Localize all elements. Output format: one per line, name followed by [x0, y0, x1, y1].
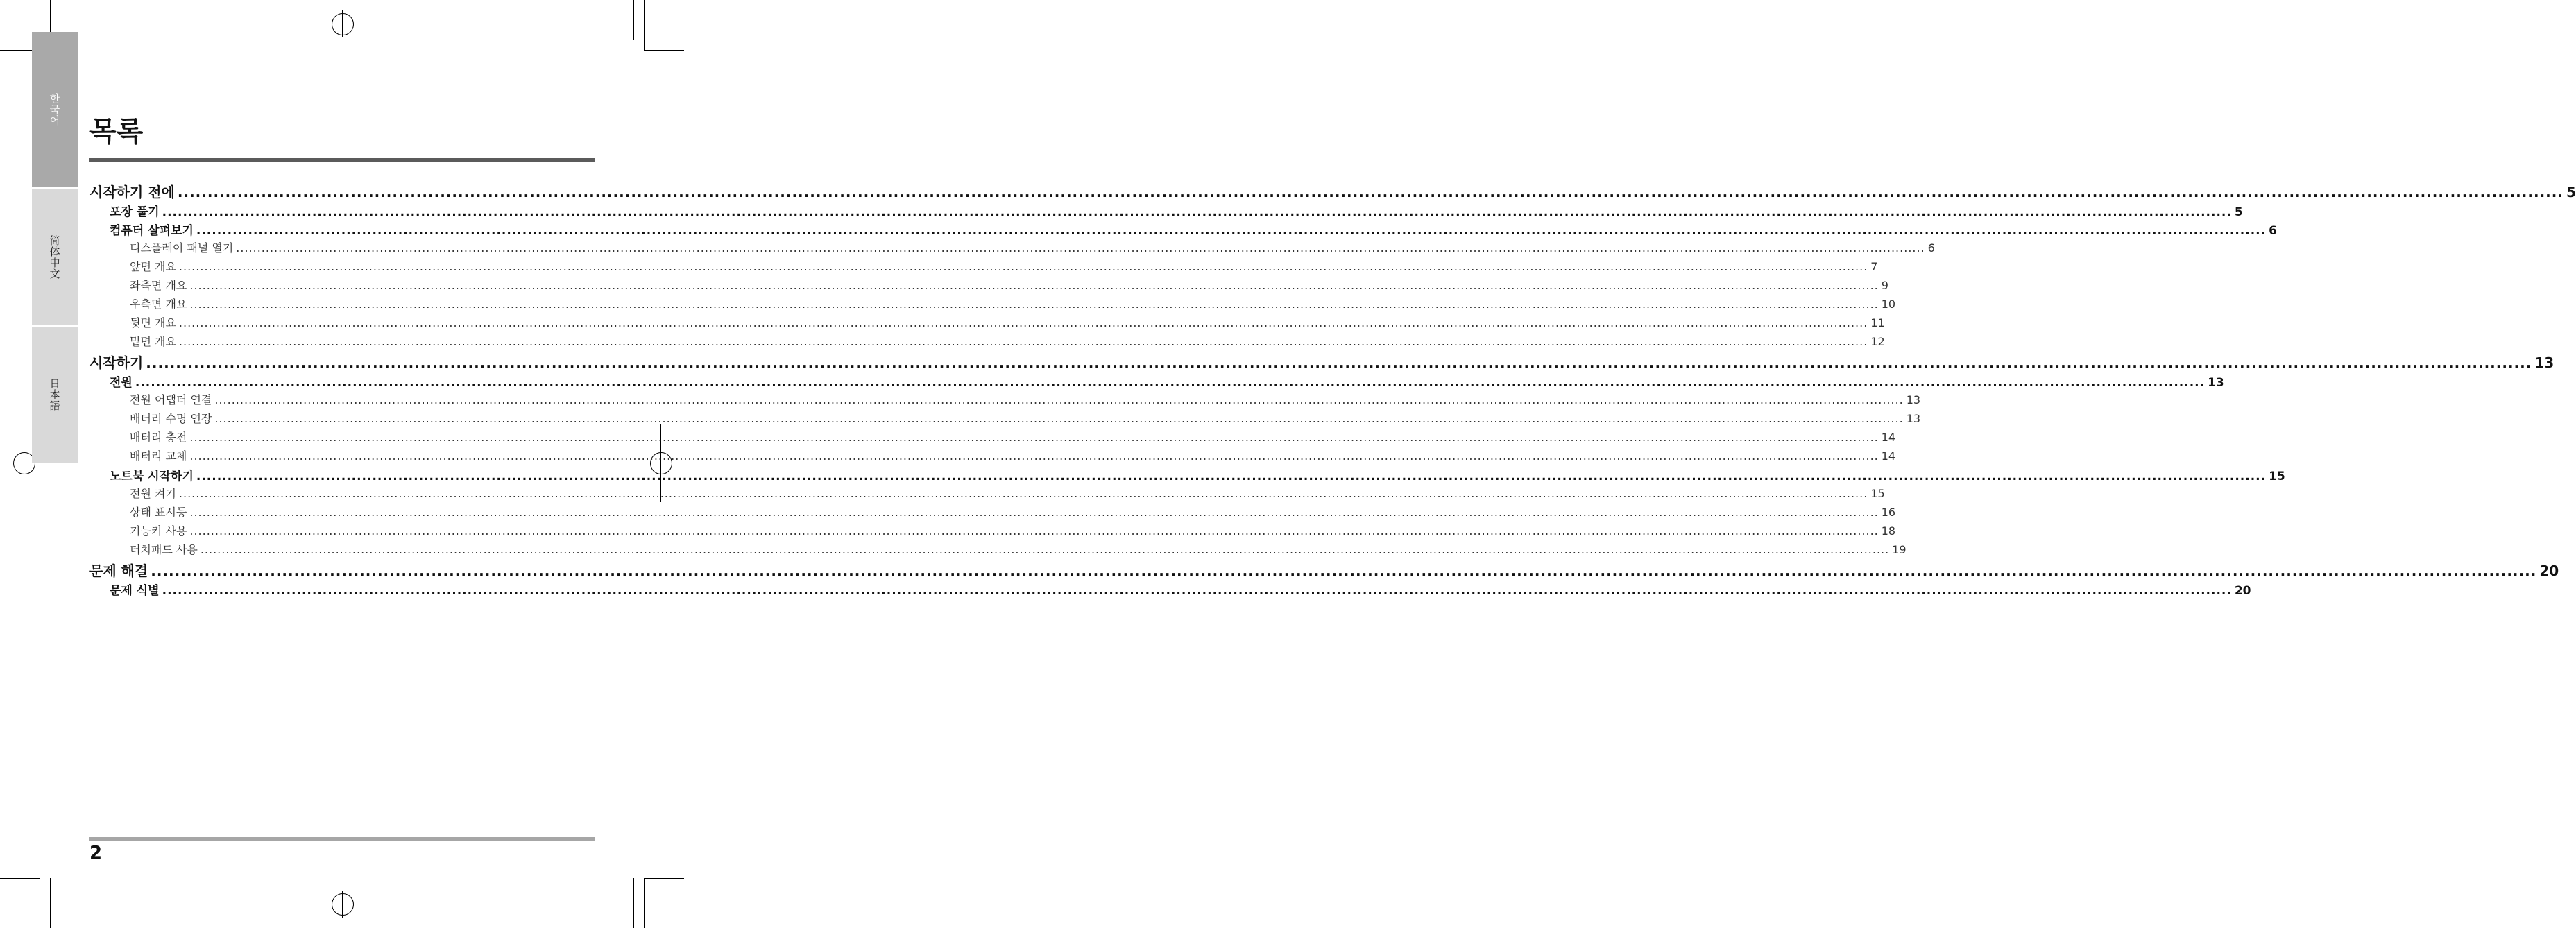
toc-leader-dots: ................................................................................................................................................................................................................................................................................................................................................................................................................	[196, 224, 2267, 238]
toc-entry-label: 상태 표시등	[130, 506, 187, 519]
toc-leader-dots: ................................................................................................................................................................................................................................................................................................................................................................................................................	[214, 412, 1904, 425]
toc-leader-dots: ................................................................................................................................................................................................................................................................................................................................................................................................................	[162, 584, 2232, 598]
tab-korean-label: 한국어	[48, 93, 61, 126]
toc-entry-label: 포장 풀기	[110, 205, 160, 219]
toc-leader-dots: ................................................................................................................................................................................................................................................................................................................................................................................................................	[214, 393, 1904, 406]
toc-entry[interactable]	[89, 352, 2554, 372]
tab-japanese-label: 日本語	[48, 378, 61, 411]
toc-leader-dots: ................................................................................................................................................................................................................................................................................................................................................................................................................	[178, 316, 1868, 329]
toc-entry-page: 5	[2566, 184, 2576, 200]
toc-entry[interactable]	[89, 333, 1885, 352]
toc-entry-page: 6	[2269, 224, 2277, 238]
toc-leader-dots: ................................................................................................................................................................................................................................................................................................................................................................................................................	[178, 487, 1868, 500]
table-of-contents	[89, 181, 2576, 599]
toc-leader-dots: ................................................................................................................................................................................................................................................................................................................................................................................................................	[151, 562, 2537, 579]
toc-entry[interactable]	[89, 314, 1885, 333]
toc-entry[interactable]	[89, 485, 1885, 504]
toc-entry-page: 14	[1881, 431, 1896, 444]
tab-simplified-chinese-label: 简体中文	[48, 234, 61, 280]
toc-entry-page: 9	[1881, 279, 1888, 292]
toc-entry-label: 뒷면 개요	[130, 316, 176, 329]
footer-divider	[89, 837, 595, 841]
toc-entry-page: 15	[1870, 487, 1885, 500]
toc-entry-page: 13	[1906, 412, 1921, 425]
toc-leader-dots: ................................................................................................................................................................................................................................................................................................................................................................................................................	[189, 298, 1879, 311]
toc-entry[interactable]	[89, 429, 1896, 447]
toc-entry[interactable]	[89, 466, 2285, 485]
toc-entry-page: 19	[1892, 543, 1907, 556]
toc-entry[interactable]	[89, 181, 2576, 202]
toc-leader-dots: ................................................................................................................................................................................................................................................................................................................................................................................................................	[189, 524, 1879, 538]
toc-entry[interactable]	[89, 581, 2251, 599]
toc-entry-page: 13	[2534, 354, 2554, 371]
toc-leader-dots: ................................................................................................................................................................................................................................................................................................................................................................................................................	[135, 376, 2206, 390]
tab-simplified-chinese[interactable]	[32, 189, 78, 325]
toc-entry[interactable]	[89, 391, 1921, 410]
toc-leader-dots: ................................................................................................................................................................................................................................................................................................................................................................................................................	[189, 506, 1879, 519]
toc-entry[interactable]	[89, 541, 1907, 560]
toc-entry-label: 문제 식별	[110, 584, 160, 598]
toc-entry-label: 시작하기	[89, 354, 144, 371]
toc-entry-page: 11	[1870, 316, 1885, 329]
page-title: 목록	[89, 116, 144, 148]
toc-entry-page: 10	[1881, 298, 1896, 311]
toc-leader-dots: ................................................................................................................................................................................................................................................................................................................................................................................................................	[162, 205, 2232, 219]
toc-entry-page: 13	[1906, 393, 1921, 406]
toc-entry[interactable]	[89, 560, 2559, 581]
toc-entry-page: 15	[2269, 470, 2285, 483]
toc-entry-label: 배터리 충전	[130, 431, 187, 444]
toc-leader-dots: ................................................................................................................................................................................................................................................................................................................................................................................................................	[146, 354, 2532, 371]
toc-leader-dots: ................................................................................................................................................................................................................................................................................................................................................................................................................	[200, 543, 1890, 556]
toc-entry-page: 12	[1870, 335, 1885, 348]
tab-korean[interactable]	[32, 32, 78, 187]
toc-entry-label: 컴퓨터 살펴보기	[110, 224, 194, 238]
toc-entry[interactable]	[89, 522, 1896, 541]
toc-entry-label: 배터리 수명 연장	[130, 412, 212, 425]
toc-leader-dots: ................................................................................................................................................................................................................................................................................................................................................................................................................	[236, 241, 1925, 255]
toc-entry-label: 문제 해결	[89, 562, 148, 579]
toc-entry-label: 밑면 개요	[130, 335, 176, 348]
toc-entry-page: 7	[1870, 260, 1878, 273]
toc-entry-label: 기능키 사용	[130, 524, 187, 538]
toc-entry-label: 배터리 교체	[130, 449, 187, 463]
toc-entry-label: 디스플레이 패널 열기	[130, 241, 234, 255]
toc-entry-page: 13	[2208, 376, 2224, 390]
toc-entry[interactable]	[89, 295, 1896, 314]
toc-entry-label: 전원	[110, 376, 133, 390]
toc-entry[interactable]	[89, 410, 1921, 429]
toc-entry-label: 시작하기 전에	[89, 184, 175, 200]
toc-entry[interactable]	[89, 221, 2277, 239]
page-number: 2	[89, 843, 103, 863]
toc-entry-label: 노트북 시작하기	[110, 470, 194, 483]
toc-leader-dots: ................................................................................................................................................................................................................................................................................................................................................................................................................	[178, 335, 1868, 348]
toc-leader-dots: ................................................................................................................................................................................................................................................................................................................................................................................................................	[189, 449, 1879, 463]
toc-entry-page: 20	[2539, 562, 2559, 579]
toc-entry-label: 앞면 개요	[130, 260, 176, 273]
toc-entry[interactable]	[89, 277, 1888, 295]
toc-entry-label: 전원 어댑터 연결	[130, 393, 212, 406]
toc-entry-page: 6	[1927, 241, 1935, 255]
toc-entry-label: 좌측면 개요	[130, 279, 187, 292]
toc-entry[interactable]	[89, 372, 2224, 391]
toc-entry-page: 14	[1881, 449, 1896, 463]
toc-entry-label: 전원 켜기	[130, 487, 176, 500]
toc-entry[interactable]	[89, 447, 1896, 466]
toc-entry[interactable]	[89, 504, 1896, 522]
toc-leader-dots: ................................................................................................................................................................................................................................................................................................................................................................................................................	[196, 470, 2267, 483]
toc-leader-dots: ................................................................................................................................................................................................................................................................................................................................................................................................................	[177, 184, 2564, 200]
toc-entry[interactable]	[89, 239, 1935, 258]
toc-entry[interactable]	[89, 202, 2243, 221]
toc-entry[interactable]	[89, 258, 1878, 277]
toc-leader-dots: ................................................................................................................................................................................................................................................................................................................................................................................................................	[178, 260, 1868, 273]
toc-entry-label: 우측면 개요	[130, 298, 187, 311]
toc-entry-page: 18	[1881, 524, 1896, 538]
toc-leader-dots: ................................................................................................................................................................................................................................................................................................................................................................................................................	[189, 279, 1879, 292]
toc-entry-page: 20	[2234, 584, 2251, 598]
toc-entry-page: 5	[2234, 205, 2243, 219]
toc-leader-dots: ................................................................................................................................................................................................................................................................................................................................................................................................................	[189, 431, 1879, 444]
tab-japanese[interactable]	[32, 327, 78, 463]
title-divider	[89, 158, 595, 162]
toc-entry-page: 16	[1881, 506, 1896, 519]
toc-entry-label: 터치패드 사용	[130, 543, 198, 556]
